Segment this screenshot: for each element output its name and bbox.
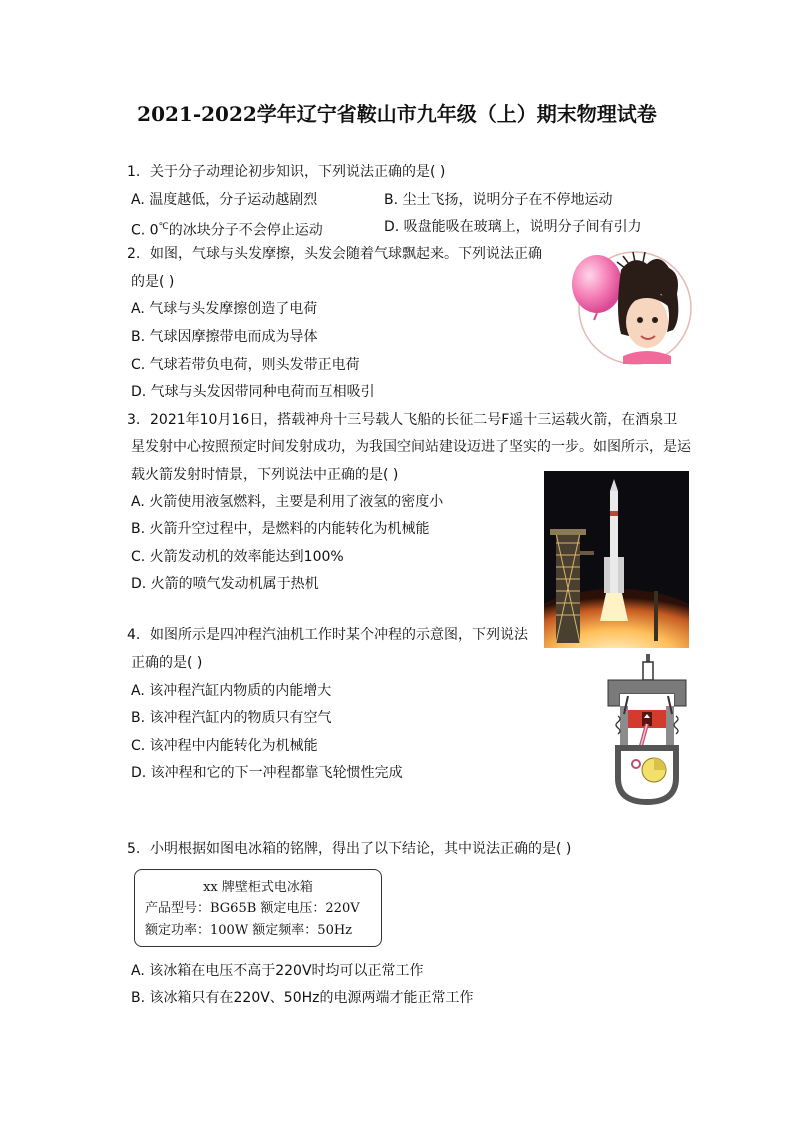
fridge-nameplate: [134, 869, 382, 947]
option-b: B. 该冲程汽缸内的物质只有空气: [131, 710, 332, 726]
question-stem-line1: 如图，气球与头发摩擦，头发会随着气球飘起来。下列说法正确: [150, 246, 542, 262]
option-c: C. 气球若带负电荷，则头发带正电荷: [131, 357, 360, 373]
nameplate-title: xx 牌壁柜式电冰箱: [203, 880, 313, 895]
rocket-launch-photo: [544, 471, 689, 648]
option-a: A. 火箭使用液氢燃料，主要是利用了液氢的密度小: [131, 494, 444, 510]
option-a: A. 气球与头发摩擦创造了电荷: [131, 301, 318, 317]
engine-stroke-diagram: [604, 652, 690, 806]
nameplate-row2: 额定功率：100W 额定频率：50Hz: [145, 923, 353, 938]
balloon-hair-photo: [563, 250, 693, 368]
question-number: 3.: [127, 412, 141, 428]
option-b: B. 火箭升空过程中，是燃料的内能转化为机械能: [131, 521, 430, 537]
question-stem-line2: 正确的是( ): [131, 655, 203, 671]
question-stem-line1: 如图所示是四冲程汽油机工作时某个冲程的示意图，下列说法: [150, 627, 528, 643]
option-b: B. 该冰箱只有在220V、50Hz的电源两端才能正常工作: [131, 990, 474, 1006]
page-title: 2021-2022学年辽宁省鞍山市九年级（上）期末物理试卷: [137, 102, 657, 126]
question-stem-line1: 2021年10月16日，搭载神舟十三号载人飞船的长征二号F遥十三运载火箭，在酒泉卫: [150, 412, 678, 428]
option-d: D. 该冲程和它的下一冲程都靠飞轮惯性完成: [131, 765, 403, 781]
question-stem: 关于分子动理论初步知识，下列说法正确的是( ): [150, 164, 446, 180]
question-stem: 小明根据如图电冰箱的铭牌，得出了以下结论，其中说法正确的是( ): [150, 841, 572, 857]
question-stem-line2: 的是( ): [131, 274, 175, 290]
nameplate-row1: 产品型号：BG65B 额定电压：220V: [145, 901, 360, 916]
question-number: 1.: [127, 164, 141, 180]
question-number: 2.: [127, 246, 141, 262]
question-number: 5.: [127, 841, 141, 857]
question-stem-line3: 载火箭发射时情景，下列说法中正确的是( ): [131, 467, 399, 483]
option-c: C. 0℃的冰块分子不会停止运动: [131, 222, 323, 239]
option-a: A. 该冰箱在电压不高于220V时均可以正常工作: [131, 963, 424, 979]
option-c: C. 火箭发动机的效率能达到100%: [131, 549, 344, 565]
option-d: D. 吸盘能吸在玻璃上，说明分子间有引力: [384, 219, 642, 235]
option-a: A. 温度越低，分子运动越剧烈: [131, 192, 318, 208]
option-c: C. 该冲程中内能转化为机械能: [131, 738, 318, 754]
question-number: 4.: [127, 627, 141, 643]
option-d: D. 火箭的喷气发动机属于热机: [131, 576, 319, 592]
option-b: B. 气球因摩擦带电而成为导体: [131, 329, 318, 345]
question-stem-line2: 星发射中心按照预定时间发射成功，为我国空间站建设迈进了坚实的一步。如图所示，是运: [131, 439, 691, 455]
option-b: B. 尘土飞扬，说明分子在不停地运动: [384, 192, 613, 208]
option-d: D. 气球与头发因带同种电荷而互相吸引: [131, 384, 375, 400]
option-a: A. 该冲程汽缸内物质的内能增大: [131, 683, 332, 699]
